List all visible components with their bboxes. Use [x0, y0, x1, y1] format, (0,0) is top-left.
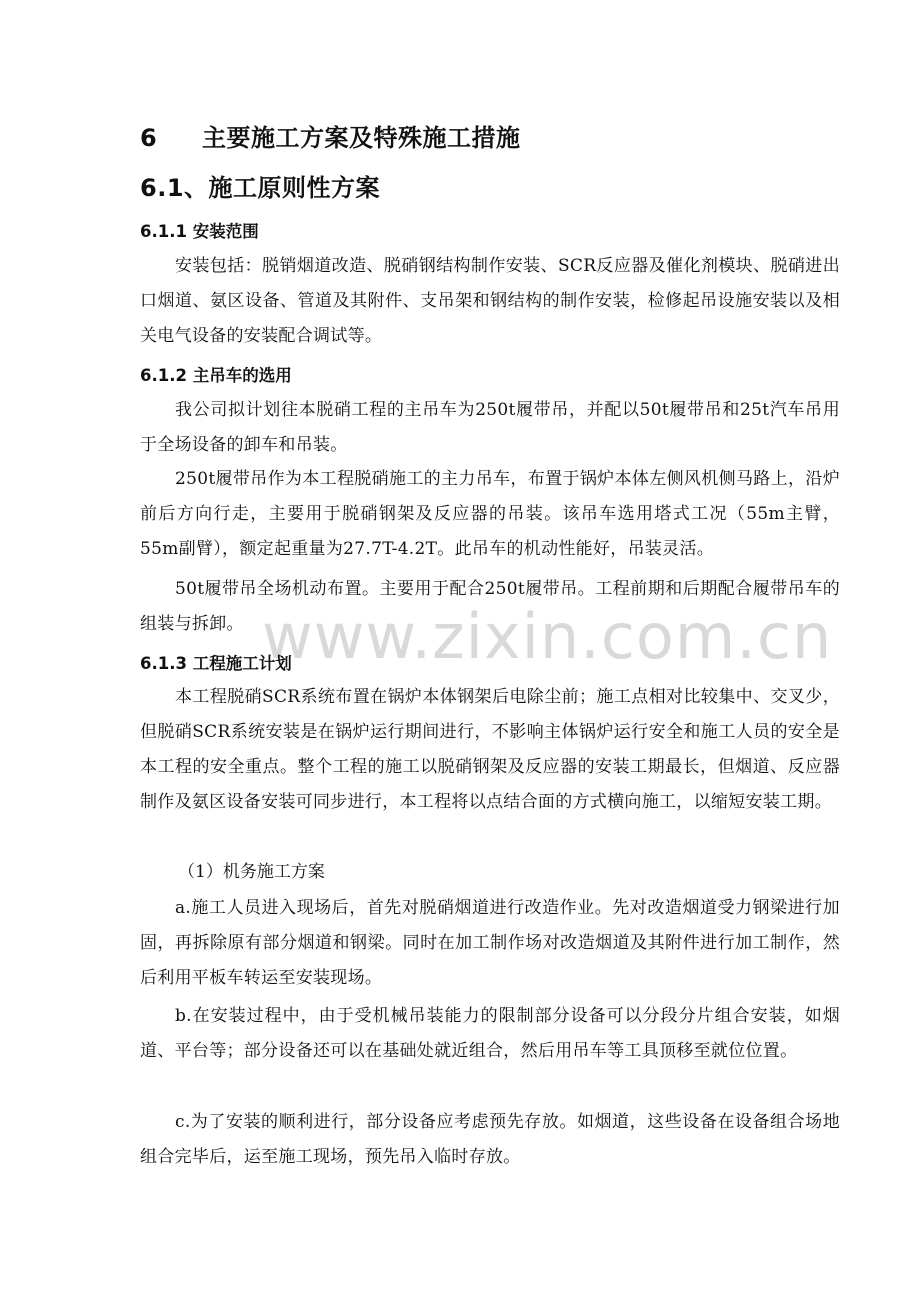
subsection-heading-611: 6.1.1 安装范围	[140, 222, 259, 241]
chapter-title: 主要施工方案及特殊施工措施	[202, 124, 521, 152]
paragraph-250t-crane: 250t履带吊作为本工程脱硝施工的主力吊车，布置于锅炉本体左侧风机侧马路上，沿炉前后方向行走，主要用于脱硝钢架及反应器的吊装。该吊车选用塔式工况（55m主臂，55m副臂），额定起重量为27.7T-4.2T。此吊车的机动性能好，吊装灵活。	[140, 469, 840, 559]
subheading-mechanical-plan: （1）机务施工方案	[178, 862, 325, 882]
watermark: www.zixin.com.cn	[262, 600, 833, 673]
paragraph-install-scope: 安装包括：脱销烟道改造、脱硝钢结构制作安装、SCR反应器及催化剂模块、脱硝进出口烟道、氨区设备、管道及其附件、支吊架和钢结构的制作安装，检修起吊设施安装以及相关电气设备的安装配合调试等。	[140, 256, 840, 346]
chapter-heading	[140, 118, 521, 153]
chapter-number: 6	[140, 124, 158, 152]
list-item-b: b.在安装过程中，由于受机械吊装能力的限制部分设备可以分段分片组合安装，如烟道、平台等；部分设备还可以在基础处就近组合，然后用吊车等工具顶移至就位位置。	[140, 1006, 840, 1061]
paragraph-main-crane: 我公司拟计划往本脱硝工程的主吊车为250t履带吊，并配以50t履带吊和25t汽车吊用于全场设备的卸车和吊装。	[140, 400, 840, 455]
subsection-heading-612: 6.1.2 主吊车的选用	[140, 366, 292, 385]
list-item-a: a.施工人员进入现场后，首先对脱硝烟道进行改造作业。先对改造烟道受力钢梁进行加固，再拆除原有部分烟道和钢梁。同时在加工制作场对改造烟道及其附件进行加工制作，然后利用平板车转运至安装现场。	[140, 898, 840, 988]
section-heading: 6.1、施工原则性方案	[140, 174, 381, 202]
subsection-heading-613: 6.1.3 工程施工计划	[140, 654, 292, 673]
paragraph-50t-crane: 50t履带吊全场机动布置。主要用于配合250t履带吊。工程前期和后期配合履带吊车的组装与拆卸。	[140, 579, 840, 634]
paragraph-construction-plan: 本工程脱硝SCR系统布置在锅炉本体钢架后电除尘前；施工点相对比较集中、交叉少，但脱硝SCR系统安装是在锅炉运行期间进行，不影响主体锅炉运行安全和施工人员的安全是本工程的安全重点。整个工程的施工以脱硝钢架及反应器的安装工期最长，但烟道、反应器制作及氨区设备安装可同步进行，本工程将以点结合面的方式横向施工，以缩短安装工期。	[140, 687, 840, 812]
list-item-c: c.为了安装的顺利进行，部分设备应考虑预先存放。如烟道，这些设备在设备组合场地组合完毕后，运至施工现场，预先吊入临时存放。	[140, 1112, 840, 1167]
